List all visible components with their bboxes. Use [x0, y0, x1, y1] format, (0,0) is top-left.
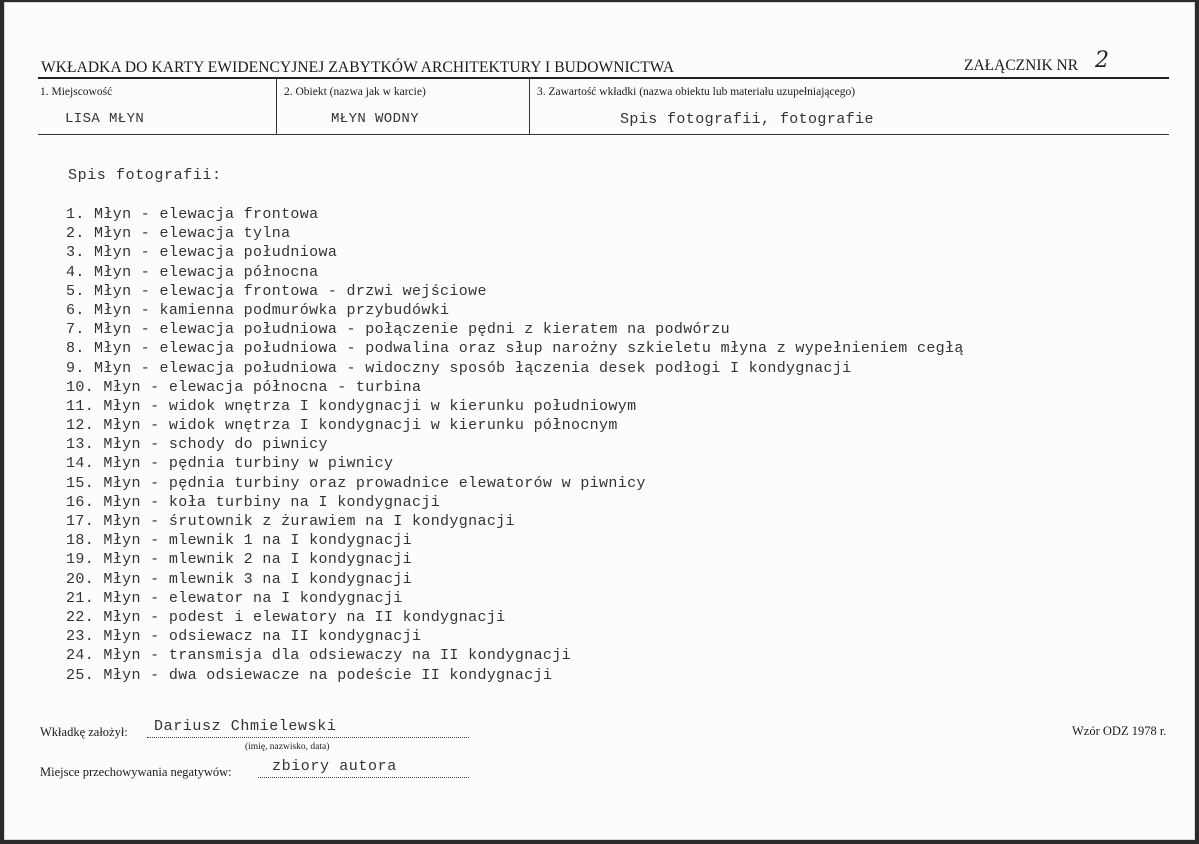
list-item: 13. Młyn - schody do piwnicy — [66, 436, 328, 454]
list-item: 15. Młyn - pędnia turbiny oraz prowadnice elewatorów w piwnicy — [66, 474, 646, 492]
list-item: 17. Młyn - śrutownik z żurawiem na I kondygnacji — [66, 513, 515, 530]
field-label-object: 2. Obiekt (nazwa jak w karcie) — [284, 86, 426, 98]
list-item: 3. Młyn - elewacja południowa — [66, 244, 338, 262]
form-title: WKŁADKA DO KARTY EWIDENCYJNEJ ZABYTKÓW ARCHITEKTURY I BUDOWNICTWA — [41, 59, 675, 76]
list-item: 14. Młyn - pędnia turbiny w piwnicy — [66, 455, 394, 473]
list-item: 23. Młyn - odsiewacz na II kondygnacji — [66, 628, 422, 646]
field-value-object: MŁYN WODNY — [331, 111, 420, 127]
attachment-number: 2 — [1095, 48, 1109, 73]
header-top-rule — [38, 77, 1169, 79]
header-bottom-rule — [38, 134, 1169, 135]
list-item: 20. Młyn - mlewnik 3 na I kondygnacji — [66, 570, 413, 588]
column-divider-2 — [529, 79, 530, 135]
list-item: 7. Młyn - elewacja południowa - połączenie pędni z kieratem na podwórzu — [66, 321, 730, 339]
photo-list — [66, 205, 964, 685]
list-item: 22. Młyn - podest i elewatory na II kondygnacji — [66, 608, 506, 626]
founder-caption: (imię, nazwisko, data) — [245, 742, 330, 752]
list-item: 19. Młyn - mlewnik 2 na I kondygnacji — [66, 551, 413, 569]
founder-signature-line — [147, 737, 469, 738]
founder-value: Dariusz Chmielewski — [154, 718, 337, 735]
photo-list-heading: Spis fotografii: — [68, 167, 222, 184]
list-item: 4. Młyn - elewacja północna — [66, 263, 319, 281]
list-item: 11. Młyn - widok wnętrza I kondygnacji w kierunku południowym — [66, 397, 637, 415]
list-item: 5. Młyn - elewacja frontowa - drzwi wejściowe — [66, 282, 487, 300]
list-item: 18. Młyn - mlewnik 1 na I kondygnacji — [66, 532, 413, 550]
founder-label: Wkładkę założył: — [40, 725, 128, 739]
list-item: 24. Młyn - transmisja dla odsiewaczy na II kondygnacji — [66, 647, 571, 665]
negatives-line — [258, 777, 469, 778]
attachment-label: ZAŁĄCZNIK NR — [964, 57, 1079, 74]
field-value-contents: Spis fotografii, fotografie — [620, 111, 874, 128]
list-item: 1. Młyn - elewacja frontowa — [66, 206, 319, 223]
field-label-contents: 3. Zawartość wkładki (nazwa obiektu lub materiału uzupełniającego) — [537, 86, 856, 98]
list-item: 16. Młyn - koła turbiny na I kondygnacji — [66, 493, 441, 511]
list-item: 12. Młyn - widok wnętrza I kondygnacji w kierunku północnym — [66, 417, 618, 435]
list-item: 9. Młyn - elewacja południowa - widoczny sposób łączenia desek podłogi I kondygnacji — [66, 359, 852, 377]
field-label-locality: 1. Miejscowość — [40, 86, 113, 98]
list-item: 21. Młyn - elewator na I kondygnacji — [66, 589, 403, 607]
list-item: 6. Młyn - kamienna podmurówka przybudówki — [66, 301, 450, 319]
list-item: 2. Młyn - elewacja tylna — [66, 225, 291, 243]
form-pattern-note: Wzór ODZ 1978 r. — [1072, 724, 1167, 738]
negatives-value: zbiory autora — [272, 758, 397, 775]
column-divider-1 — [276, 79, 277, 135]
list-item: 25. Młyn - dwa odsiewacze na podeście II kondygnacji — [66, 666, 553, 684]
field-value-locality: LISA MŁYN — [65, 111, 145, 127]
list-item: 10. Młyn - elewacja północna - turbina — [66, 378, 422, 396]
form-sheet — [4, 2, 1195, 840]
list-item: 8. Młyn - elewacja południowa - podwalina oraz słup narożny szkieletu młyna z wypełnieniem cegłą — [66, 340, 964, 358]
negatives-label: Miejsce przechowywania negatywów: — [40, 765, 232, 779]
